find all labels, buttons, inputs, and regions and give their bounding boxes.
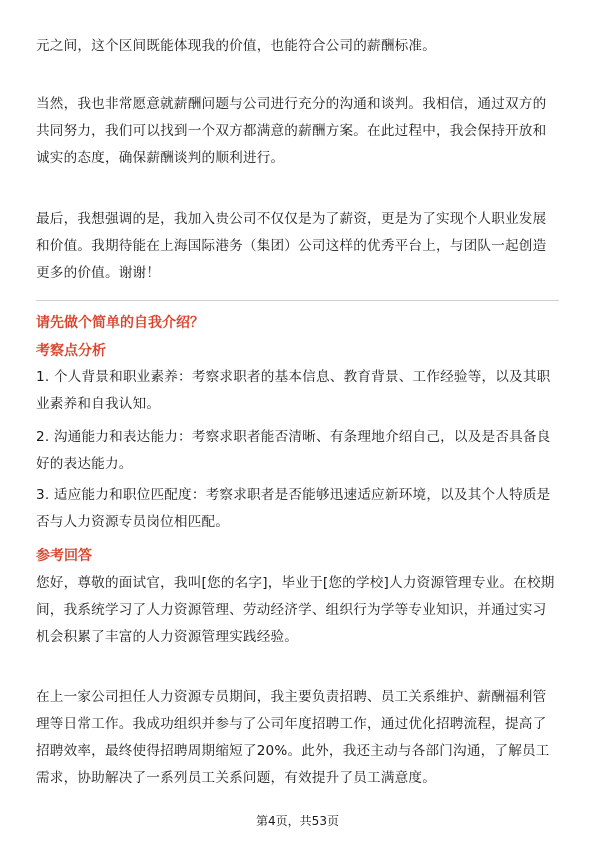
paragraph: 元之间，这个区间既能体现我的价值，也能符合公司的薪酬标准。 [36, 38, 437, 54]
paragraph: 当然，我也非常愿意就薪酬问题与公司进行充分的沟通和谈判。我相信，通过双方的共同努力，我们可以找到一个双方都满意的薪酬方案。在此过程中，我会保持开放和诚实的态度，确保薪酬谈判的顺利进行。 [36, 96, 547, 166]
section-divider [36, 300, 559, 301]
answer-paragraph: 在上一家公司担任人力资源专员期间，我主要负责招聘、员工关系维护、薪酬福利管理等日常工作。我成功组织并参与了公司年度招聘工作，通过优化招聘流程，提高了招聘效率，最终使得招聘周期缩短了20%。此外，我还主动与各部门沟通，了解员工需求，协助解决了一系列员工关系问题，有效提升了员工满意度。 [36, 689, 550, 786]
analysis-item: 1. 个人背景和职业素养：考察求职者的基本信息、教育背景、工作经验等，以及其职业素养和自我认知。 [36, 369, 551, 412]
answer-heading: 参考回答 [36, 548, 92, 564]
analysis-item: 3. 适应能力和职位匹配度：考察求职者是否能够迅速适应新环境，以及其个人特质是否与人力资源专员岗位相匹配。 [36, 487, 551, 530]
paragraph: 最后，我想强调的是，我加入贵公司不仅仅是为了薪资，更是为了实现个人职业发展和价值。我期待能在上海国际港务（集团）公司这样的优秀平台上，与团队一起创造更多的价值。谢谢！ [36, 211, 547, 281]
analysis-heading: 考察点分析 [36, 343, 106, 359]
page-number: 第4页，共53页 [256, 814, 339, 828]
analysis-item: 2. 沟通能力和表达能力：考察求职者能否清晰、有条理地介绍自己，以及是否具备良好的表达能力。 [36, 429, 551, 472]
question-title: 请先做个简单的自我介绍？ [36, 315, 204, 331]
answer-paragraph: 您好，尊敬的面试官，我叫[您的名字]，毕业于[您的学校]人力资源管理专业。在校期间，我系统学习了人力资源管理、劳动经济学、组织行为学等专业知识，并通过实习机会积累了丰富的人力资源管理实践经验。 [36, 575, 555, 645]
